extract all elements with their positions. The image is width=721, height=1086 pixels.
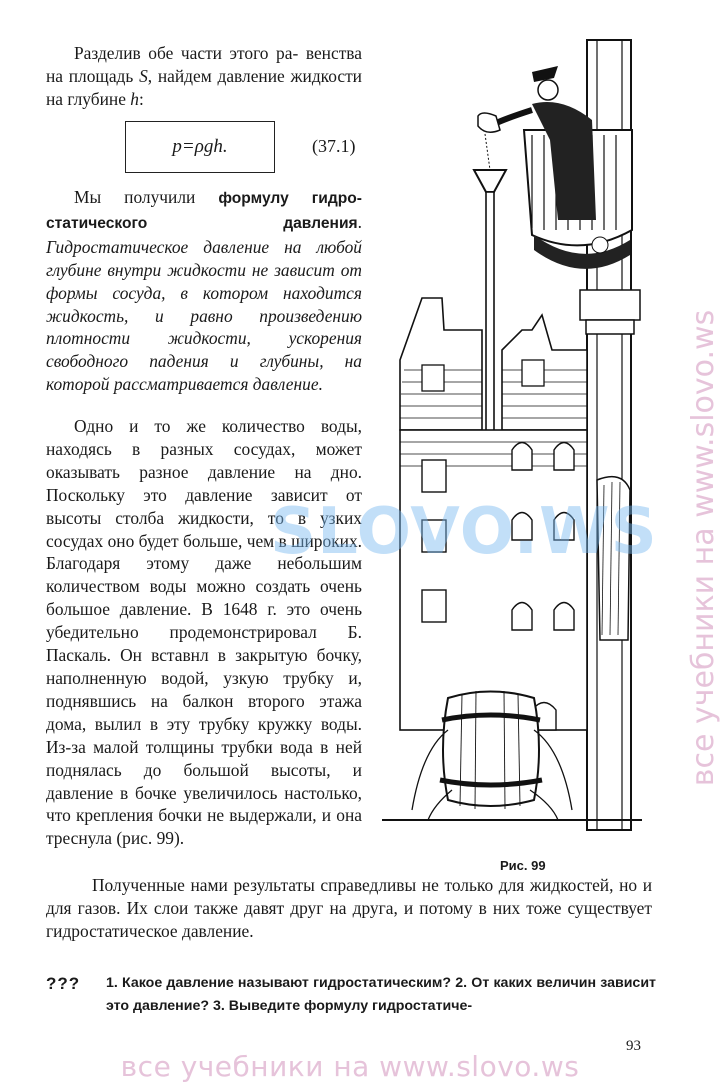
definition-italic: Гидростатическое давление на любой глубине внутри жидкости не зависит от формы сосуда, в котором находится жидкость, и равно произведению плотности жидкости, ускорения свободного падения и глубины, на которой рассматривается давление. [46, 236, 362, 395]
hat [532, 66, 558, 82]
funnel [474, 170, 506, 192]
intro-line-2b: , найдем [147, 65, 212, 86]
center-watermark: SLOVO.WS [270, 495, 658, 569]
pascal-paragraph [46, 415, 362, 850]
intro-paragraph [46, 42, 362, 111]
formula-text: p=ρgh. [172, 136, 228, 157]
intro-line-3: давление жидкости на глубине [46, 65, 362, 109]
question-marker: ??? [46, 974, 81, 993]
questions-text: 1. Какое давление называют гидростатическим? 2. От каких величин зависит это давление? 3. Выведите формулу гидростатиче- [106, 975, 656, 1014]
formula-number: (37.1) [312, 136, 356, 156]
bottom-watermark: все учебники на www.slovo.ws [120, 1050, 580, 1083]
roof-left [400, 298, 482, 430]
page-number: 93 [626, 1038, 641, 1054]
side-watermark: все учебники на www.slovo.ws [686, 309, 721, 787]
barrel [443, 692, 539, 807]
intro-line-2: венства на площадь [46, 43, 362, 86]
definition-term: формулу гидро- статического давления [46, 190, 363, 232]
intro-colon: : [139, 88, 144, 109]
definition-paragraph [46, 186, 362, 396]
definition-sep: . [357, 211, 362, 232]
head [538, 80, 558, 100]
figure-caption: Рис. 99 [500, 858, 546, 873]
jug [478, 113, 500, 132]
variable-s: S [139, 65, 148, 86]
variable-h: h [130, 88, 139, 109]
pascal-text: Одно и то же количество воды, находясь в разных сосудах, может оказывать разное давление на дно. Поскольку это давление зависит от высоты столба жидкости, то в узких сосудах оно будет больше, чем в широких. Благодаря этому даже небольшим количеством воды можно создать очень большое давление. В 1648 г. это очень убедительно продемонстрировал Б. Паскаль. Он вставнл в закрытую бочку, наполненную водой, узкую трубку и, поднявшись на балкон второго этажа дома, вылил в эту трубку кружку воды. Из-за малой толщины трубки вода в ней поднялась до большой высоты, и давление в бочке увеличилось настолько, что крепления бочки не выдержали, и она треснула (рис. 99). [46, 416, 362, 849]
gas-paragraph [46, 874, 652, 943]
pascal-barrel-illustration [382, 30, 652, 850]
gas-text: Полученные нами результаты справедливы не только для жидкостей, но и для газов. Их слои также давят друг на друга, и потому в них тоже существует гидростатическое давление. [46, 875, 652, 941]
definition-lead: Мы получили [74, 187, 219, 207]
intro-line-1: Разделив обе части этого ра- [74, 43, 299, 63]
formula-box [125, 121, 275, 173]
